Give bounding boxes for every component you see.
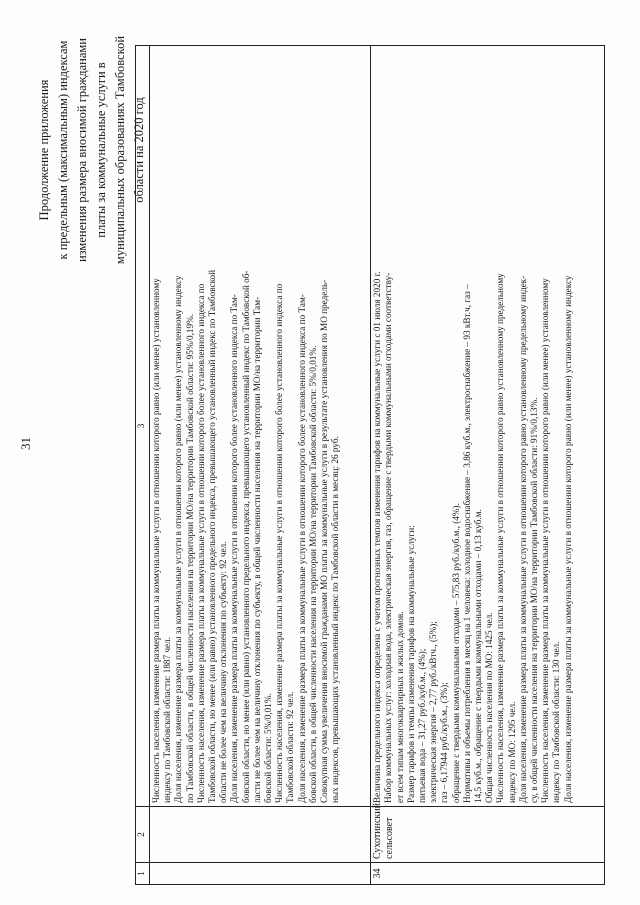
- table-row: [150, 46, 371, 885]
- detail-line: Численность населения, изменение размера платы за коммунальные услуги в отношении которого равно (или менее) установленному: [540, 278, 551, 803]
- detail-line: Численность населения, изменение размера платы за коммунальные услуги в отношении которого равно (или менее) установленному: [151, 278, 161, 803]
- detail-line: Нормативы и объемы потребления в месяц на 1 человека: холодное водоснабжение – 3,86 куб.м., электроснабжение – 93 кВт.ч, газ –: [461, 284, 472, 803]
- detail-line: газ – 6,17944 руб./куб.м., (3%);: [439, 682, 450, 803]
- detail-line: ласти не более чем на величину отклонения по субъекту, в общей численности населения на территории МО/на территории Там-: [251, 296, 262, 803]
- detail-line: Общая численность населения по МО: 1425 чел.: [484, 612, 495, 803]
- column-number: 1: [136, 863, 150, 885]
- detail-line: Размер тарифов и темпы изменения тарифов на коммунальные услуги:: [405, 525, 416, 803]
- detail-line: Совокупная сумма увеличения вносимой гражданами МО платы за коммунальные услуги в результате установления по МО предель-: [319, 279, 330, 803]
- detail-line: области не более чем на величину отклонения по субъекту: 92 чел.: [218, 541, 229, 803]
- column-number: 2: [136, 807, 150, 863]
- header-line: платы за коммунальные услуги в: [94, 62, 108, 238]
- detail-line: Численность населения, изменение размера платы за коммунальные услуги в отношении которого равно установленному предельному: [495, 273, 506, 803]
- indices-table-container: [135, 45, 605, 885]
- detail-line: Тамбовской области: 92 чел.: [285, 691, 296, 803]
- detail-line: ет всем типам многоквартирных и жилых домов.: [394, 611, 405, 803]
- header-line: изменения размера вносимой гражданами: [75, 38, 89, 263]
- detail-line: бовской области, в общей численности населения на территории МО/на территории Тамбовской области: 5%/0,01%.: [307, 345, 318, 803]
- detail-line: 14,5 куб.м., обращение с твердыми коммунальными отходами – 0,13 куб.м.: [472, 509, 483, 803]
- header-line: Продолжение приложения: [37, 79, 51, 221]
- row-details: [371, 46, 605, 807]
- header-line: муниципальных образованиях Тамбовской: [113, 35, 127, 265]
- detail-line: обращение с твердыми коммунальными отходами – 575,83 руб./куб.м., (4%).: [450, 503, 461, 803]
- municipality-name: [150, 807, 371, 863]
- detail-line: Численность населения, изменение размера платы за коммунальные услуги в отношении которого более установленного индекса по: [274, 283, 285, 803]
- detail-line: Доля населения, изменение размера платы за коммунальные услуги в отношении которого равно (или менее) установленному индексу: [173, 275, 184, 803]
- indices-table: [135, 45, 605, 885]
- column-number-row: [136, 46, 150, 885]
- header-line: области на 2020 год: [132, 97, 146, 203]
- appendix-header: [35, 25, 149, 275]
- detail-line: Доля населения, изменение размера платы за коммунальные услуги в отношении которого равно установленному предельному индек-: [517, 275, 528, 803]
- detail-line: Тамбовской области, но менее (или равно) установленного предельного индекса, превышающего установленный индекс по Тамбовской: [207, 269, 218, 803]
- row-details: [150, 46, 371, 807]
- detail-line: Доля населения, изменение размера платы за коммунальные услуги в отношении которого более установленного индекса по Там-: [296, 294, 307, 803]
- detail-line: индексу по Тамбовской области: 130 чел.: [551, 641, 562, 803]
- detail-line: питьевая вода – 31,27 руб./куб.м., (4%);: [416, 648, 427, 803]
- detail-line: индексу по Тамбовской области: 1887 чел.: [162, 637, 173, 803]
- detail-line: Величина предельного индекса определена с учетом прогнозных темпов изменения тарифов на коммунальные услуги с 01 июля 2020 г.: [372, 271, 383, 803]
- detail-line: индексу по МО: 1295 чел.: [506, 701, 517, 803]
- detail-line: ных индексов, превышающих установленный индекс по Тамбовской области в месяц: 26 руб.: [330, 436, 341, 803]
- detail-line: Доля населения, изменение размера платы за коммунальные услуги в отношении которого более установленного индекса по Там-: [229, 294, 240, 803]
- page-number: 31: [18, 437, 33, 450]
- detail-line: по Тамбовской области, в общей численности населения на территории МО/на территории Тамбовской области: 95%/0,19%.: [184, 313, 195, 803]
- detail-line: электрическая энергия – 2,77 руб./кВтч., (5%);: [428, 621, 439, 803]
- header-line: к предельным (максимальным) индексам: [56, 40, 70, 260]
- detail-line: Доля населения, изменение размера платы за коммунальные услуги в отношении которого равно (или менее) установленному индексу: [562, 275, 573, 803]
- detail-line: бовской области, но менее (или равно) установленного предельного индекса, превышающего установленный индекс по Тамбовской об-: [240, 270, 251, 803]
- detail-line: Численность населения, изменение размера платы за коммунальные услуги в отношении которого более установленного индекса по: [195, 283, 206, 803]
- table-row: [371, 46, 605, 885]
- row-number: 34: [371, 863, 605, 885]
- detail-line: Набор коммунальных услуг: холодная вода, электрическая энергия, газ, обращение с твердыми коммунальными отходами соответству-: [383, 272, 394, 803]
- detail-line: бовской области: 5%/0,01%.: [263, 693, 274, 803]
- column-number: 3: [136, 46, 150, 807]
- municipality-name: Сухотинский сельсовет: [371, 807, 605, 863]
- row-number: [150, 863, 371, 885]
- detail-line: су, в общей численности населения на территории МО/на территории Тамбовской области: 91%/0,13%.: [528, 397, 539, 803]
